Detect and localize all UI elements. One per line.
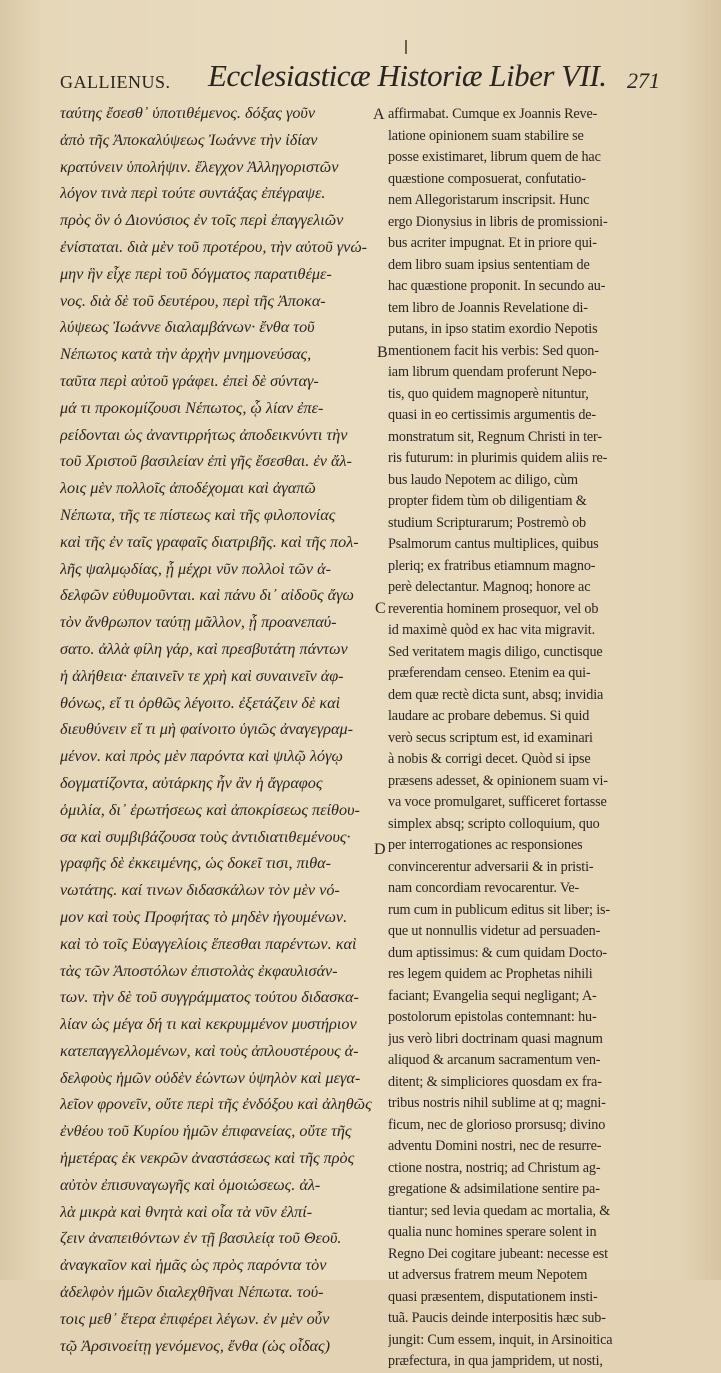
greek-text-line: μον καὶ τοὺς Προφήτας τὸ μηδὲν ἡγουμένων.: [60, 907, 348, 926]
latin-text-line: dem quæ rectè dicta sunt, absq; invidia: [388, 686, 604, 703]
latin-text-line: ris futurum: in plurimis quidem aliis re-: [388, 450, 608, 466]
latin-text-line: præferendam censeo. Etenim ea qui-: [388, 665, 591, 681]
latin-text-line: gregatione & adsimilatione sentire pa-: [388, 1181, 600, 1197]
greek-text-line: λῆς ψαλμῳδίας, ᾗ μέχρι νῦν πολλοὶ τῶν ἀ-: [60, 559, 332, 578]
latin-text-line: quæstione composuerat, confutatio-: [388, 170, 586, 187]
margin-letter-c: C: [375, 600, 386, 617]
greek-text-line: ἡ ἀλήθεια· ἐπαινεῖν τε χρὴ καὶ συναινεῖν ἀφ-: [60, 666, 344, 685]
greek-text-line: πρὸς ὃν ὁ Διονύσιος ἐν τοῖς περὶ ἐπαγγελιῶν: [60, 211, 344, 230]
latin-text-line: simplex absq; scripto colloquium, quo: [388, 815, 600, 832]
latin-text-line: dum aptissimus: & cum quidam Docto-: [388, 944, 607, 961]
latin-text-line: latione opinionem suam stabilire se: [388, 127, 584, 144]
latin-text-line: quasi in eo certissimis argumentis de-: [388, 407, 596, 423]
latin-text-line: jus verò libri doctrinam quasi magnum: [388, 1030, 603, 1047]
greek-text-line: λίαν ὡς μέγα δή τι καὶ κεκρυμμένον μυστήριον: [60, 1015, 357, 1034]
latin-text-line: nem Allegoristarum inscripsit. Hunc: [388, 192, 590, 208]
greek-text-line: σα καὶ συμβιβάζουσα τοὺς ἀντιδιατιθεμένους·: [60, 827, 351, 846]
latin-text-line: laudare ac probare debemus. Si quid: [388, 708, 590, 724]
greek-text-line: λόγον τινὰ περὶ τούτε συντάξας ἐπέγραψε.: [60, 184, 326, 203]
latin-text-line: ergo Dionysius in libris de promissioni-: [388, 213, 608, 230]
latin-text-line: rum cum in publicum editus sit liber; is-: [388, 901, 611, 918]
latin-text-line: reverentia hominem prosequor, vel ob: [388, 600, 599, 617]
latin-text-line: studium Scripturarum; Postremò ob: [388, 514, 586, 531]
greek-text-line: αὐτὸν ἐπισυναγωγῆς καὶ ὁμοιώσεως. ἀλ-: [60, 1175, 321, 1194]
greek-text-line: καὶ τὸ τοῖς Εὐαγγελίοις ἕπεσθαι παρέντων. καὶ: [60, 934, 357, 953]
latin-text-line: tribus nostris nihil sublime at q; magni-: [388, 1095, 606, 1111]
greek-text-line: τοῦ Χριστοῦ βασιλείαν ἐπὶ γῆς ἔσεσθαι. ἐν ἄλ-: [60, 452, 352, 471]
greek-text-line: λοις μὲν πολλοῖς ἀποδέχομαι καὶ ἀγαπῶ: [60, 479, 316, 498]
greek-text-line: ἀναγκαῖον καὶ ἡμᾶς ὡς πρὸς παρόντα τὸν: [60, 1256, 327, 1275]
latin-text-line: hac quæstione proponit. In secundo au-: [388, 278, 606, 294]
greek-text-line: λεῖον φρονεῖν, οὔτε περὶ τῆς ἐνδόξου καὶ ἀληθῶς: [60, 1095, 372, 1114]
greek-text-line: ἐνθέου τοῦ Κυρίου ἡμῶν ἐπιφανείας, οὔτε τῆς: [60, 1122, 352, 1141]
latin-text-line: monstratum sit, Regnum Christi in ter-: [388, 428, 602, 445]
latin-text-line: tuã. Paucis deinde interpositis hæc sub-: [388, 1310, 606, 1326]
greek-text-line: διευθύνειν εἴ τι μὴ φαίνοιτο ὑγιῶς ἀναγεγραμ-: [60, 720, 354, 739]
latin-text-line: convincerentur adversarii & in pristi-: [388, 858, 594, 875]
latin-text-line: Psalmorum cantus multiplices, quibus: [388, 536, 599, 552]
margin-letter-a: A: [373, 106, 385, 123]
latin-text-line: mentionem facit his verbis: Sed quon-: [388, 342, 599, 359]
header-title: Ecclesiasticæ Historiæ Liber VII.: [208, 58, 607, 93]
latin-text-line: qualia nunc homines sperare solent in: [388, 1224, 597, 1240]
margin-letter-b: B: [377, 344, 388, 361]
latin-text-line: id maximè quòd ex hac vita migravit.: [388, 622, 595, 638]
latin-text-line: à nobis & corrigi decet. Quòd si ipse: [388, 751, 591, 767]
latin-text-line: ctione nostra, nostriq; ad Christum ag-: [388, 1159, 601, 1176]
latin-text-line: faciant; Evangelia sequi negligant; A-: [388, 987, 597, 1004]
latin-text-line: bus acriter impugnat. Et in priore qui-: [388, 235, 597, 251]
latin-text-line: jungit: Cum essem, inquit, in Arsinoitica: [388, 1331, 613, 1348]
latin-text-line: ut adversus fratrem meum Nepotem: [388, 1267, 588, 1283]
greek-column: [60, 100, 374, 1359]
greek-text-line: ὁμιλία, δι᾽ ἐρωτήσεως καὶ ἀποκρίσεως πείθου-: [60, 800, 360, 819]
greek-text-line: γραφῆς δὲ ἐκκειμένης, ὡς δοκεῖ τισι, πιθα-: [60, 854, 332, 873]
latin-text-line: iam librum quendam proferunt Nepo-: [388, 364, 597, 380]
latin-text-line: ditent; & simpliciores quosdam ex fra-: [388, 1073, 602, 1090]
greek-text-line: ἐνίσταται. διὰ μὲν τοῦ προτέρου, τὴν αὐτοῦ γνώ-: [60, 237, 368, 256]
latin-text-line: putans, in ipso statim exordio Nepotis: [388, 321, 598, 337]
greek-text-line: νωτάτης. καί τινων διδασκάλων τὸν μὲν νό-: [60, 881, 340, 900]
greek-text-line: δελφῶν εὐθυμοῦνται. καὶ πάνυ δι᾽ αἰδοῦς ἄγω: [60, 586, 354, 605]
greek-text-line: ταύτης ἔσεσθ᾽ ὑποτιθέμενος. δόξας γοῦν: [60, 104, 316, 122]
latin-text-line: quasi præsentem, disputationem insti-: [388, 1288, 598, 1305]
latin-text-line: bus laudo Nepotem ac diligo, cùm: [388, 471, 578, 488]
latin-text-line: tiantur; sed levia quedam ac mortalia, &: [388, 1202, 611, 1219]
greek-text-line: Νέπωτος κατὰ τὴν ἀρχὴν μνημονεύσας,: [60, 345, 312, 364]
latin-text-line: res legem quidem ac Prophetas nihili: [388, 966, 593, 982]
greek-text-line: λύψεως Ἰωάννε διαλαμβάνων· ἔνθα τοῦ: [60, 318, 315, 337]
latin-text-line: adventu Domini nostri, nec de resurre-: [388, 1138, 602, 1154]
greek-text-line: ἀπὸ τῆς Ἀποκαλύψεως Ἰωάννε τὴν ἰδίαν: [60, 130, 318, 149]
latin-text-line: Regno Dei cogitare jubeant: necesse est: [388, 1245, 608, 1262]
latin-text-line: ficum, nec de glorioso prorsusq; divino: [388, 1116, 606, 1133]
greek-text-line: μην ἣν εἶχε περὶ τοῦ δόγματος παρατιθέμε-: [60, 264, 332, 283]
greek-text-line: θόνως, εἴ τι ὀρθῶς λέγοιτο. ἐξετάζειν δὲ καὶ: [60, 693, 341, 712]
header-emperor: GALLIENUS.: [60, 72, 171, 92]
latin-text-line: propter fidem tùm ob diligentiam &: [388, 493, 587, 509]
page-number: 271: [627, 68, 660, 93]
greek-text-line: κρατύνειν ὑπολήψιν. ἔλεγχον Ἀλληγοριστῶν: [60, 157, 339, 176]
greek-text-line: των. τὴν δὲ τοῦ συγγράμματος τούτου διδασκα-: [60, 988, 359, 1007]
latin-text-line: per interrogationes ac responsiones: [388, 837, 583, 853]
greek-text-line: καὶ τῆς ἐν ταῖς γραφαῖς διατριβῆς. καὶ τῆς πολ-: [60, 532, 359, 551]
latin-text-line: que ut nonnullis videtur ad persuaden-: [388, 923, 601, 939]
greek-text-line: μένον. καὶ πρὸς μὲν παρόντα καὶ ψιλῷ λόγῳ: [60, 747, 343, 766]
greek-text-line: τὰς τῶν Ἀποστόλων ἐπιστολὰς ἐκφαυλισάν-: [60, 961, 338, 980]
margin-letter-d: D: [374, 841, 386, 858]
latin-text-line: verò secus scriptum est, id examinari: [388, 729, 593, 746]
latin-text-line: Sed veritatem magis diligo, cunctisque: [388, 643, 603, 660]
latin-text-line: nam concordiam revocarentur. Ve-: [388, 880, 580, 896]
greek-text-line: νος. διὰ δὲ τοῦ δευτέρου, περὶ τῆς Ἀποκα-: [60, 291, 326, 310]
latin-text-line: perè delectantur. Magnoq; honore ac: [388, 579, 591, 595]
running-header: [60, 58, 660, 102]
greek-text-line: σατο. ἀλλὰ φίλη γάρ, καὶ πρεσβυτάτη πάντων: [60, 639, 348, 658]
latin-text-line: tem libro de Joannis Revelatione di-: [388, 299, 588, 316]
greek-text-line: τῷ Ἀρσινοείτῃ γενόμενος, ἔνθα (ὡς οἶδας): [60, 1336, 330, 1355]
greek-text-line: ζειν ἀναπειθόντων ἐν τῇ βασιλείᾳ τοῦ Θεοῦ.: [60, 1229, 342, 1248]
greek-text-line: τὸν ἄνθρωπον ταύτῃ μᾶλλον, ᾗ προανεπαύ-: [60, 613, 337, 632]
latin-text-line: dem libro suam ipsius sententiam de: [388, 256, 590, 273]
greek-text-line: λὰ μικρὰ καὶ θνητὰ καὶ οἷα τὰ νῦν ἐλπί-: [60, 1202, 313, 1221]
latin-text-line: va voce promulgaret, sufficeret fortasse: [388, 794, 607, 810]
latin-text-line: præfectura, in qua jampridem, ut nosti,: [388, 1353, 603, 1369]
greek-text-line: δογματίζοντα, αὐτάρκης ἦν ἂν ἡ ἄγραφος: [60, 773, 323, 792]
greek-text-line: Νέπωτα, τῆς τε πίστεως καὶ τῆς φιλοπονίας: [60, 505, 336, 524]
latin-text-line: affirmabat. Cumque ex Joannis Reve-: [388, 106, 598, 122]
latin-text-line: aliquod & arcanum sacramentum ven-: [388, 1052, 601, 1068]
latin-text-line: postolorum epistolas contemnant: hu-: [388, 1009, 597, 1025]
greek-text-line: δελφοὺς ἡμῶν οὐδὲν ἐώντων ὑψηλὸν καὶ μεγα-: [60, 1068, 361, 1087]
greek-text-line: ἡμετέρας ἐκ νεκρῶν ἀναστάσεως καὶ τῆς πρὸς: [60, 1149, 355, 1168]
latin-text-line: posse existimaret, librum quem de hac: [388, 149, 601, 165]
greek-text-line: κατεπαγγελλομένων, καὶ τοὺς ἁπλουστέρους ἀ-: [60, 1041, 359, 1060]
greek-text-line: μά τι προκομίζουσι Νέπωτος, ᾧ λίαν ἐπε-: [60, 398, 324, 417]
latin-text-line: pleriq; ex fratribus etiamnum magno-: [388, 557, 596, 574]
latin-column: [388, 104, 636, 1373]
greek-text-line: ρείδονται ὡς ἀναντιρρήτως ἀποδεικνύντι τὴν: [60, 425, 348, 444]
greek-text-line: ταῦτα περὶ αὐτοῦ γράφει. ἐπεὶ δὲ σύνταγ-: [60, 371, 319, 390]
latin-text-line: tis, quo quidem magnoperè nituntur,: [388, 385, 589, 402]
greek-text-line: ἀδελφὸν ἡμῶν διαλεχθῆναι Νέπωτα. τού-: [60, 1283, 324, 1302]
latin-text-line: præsens adesset, & opinionem suam vi-: [388, 772, 608, 789]
catchword-mark: [405, 40, 407, 54]
greek-text-line: τοις μεθ᾽ ἕτερα ἐπιφέρει λέγων. ἐν μὲν οὖν: [60, 1309, 330, 1328]
